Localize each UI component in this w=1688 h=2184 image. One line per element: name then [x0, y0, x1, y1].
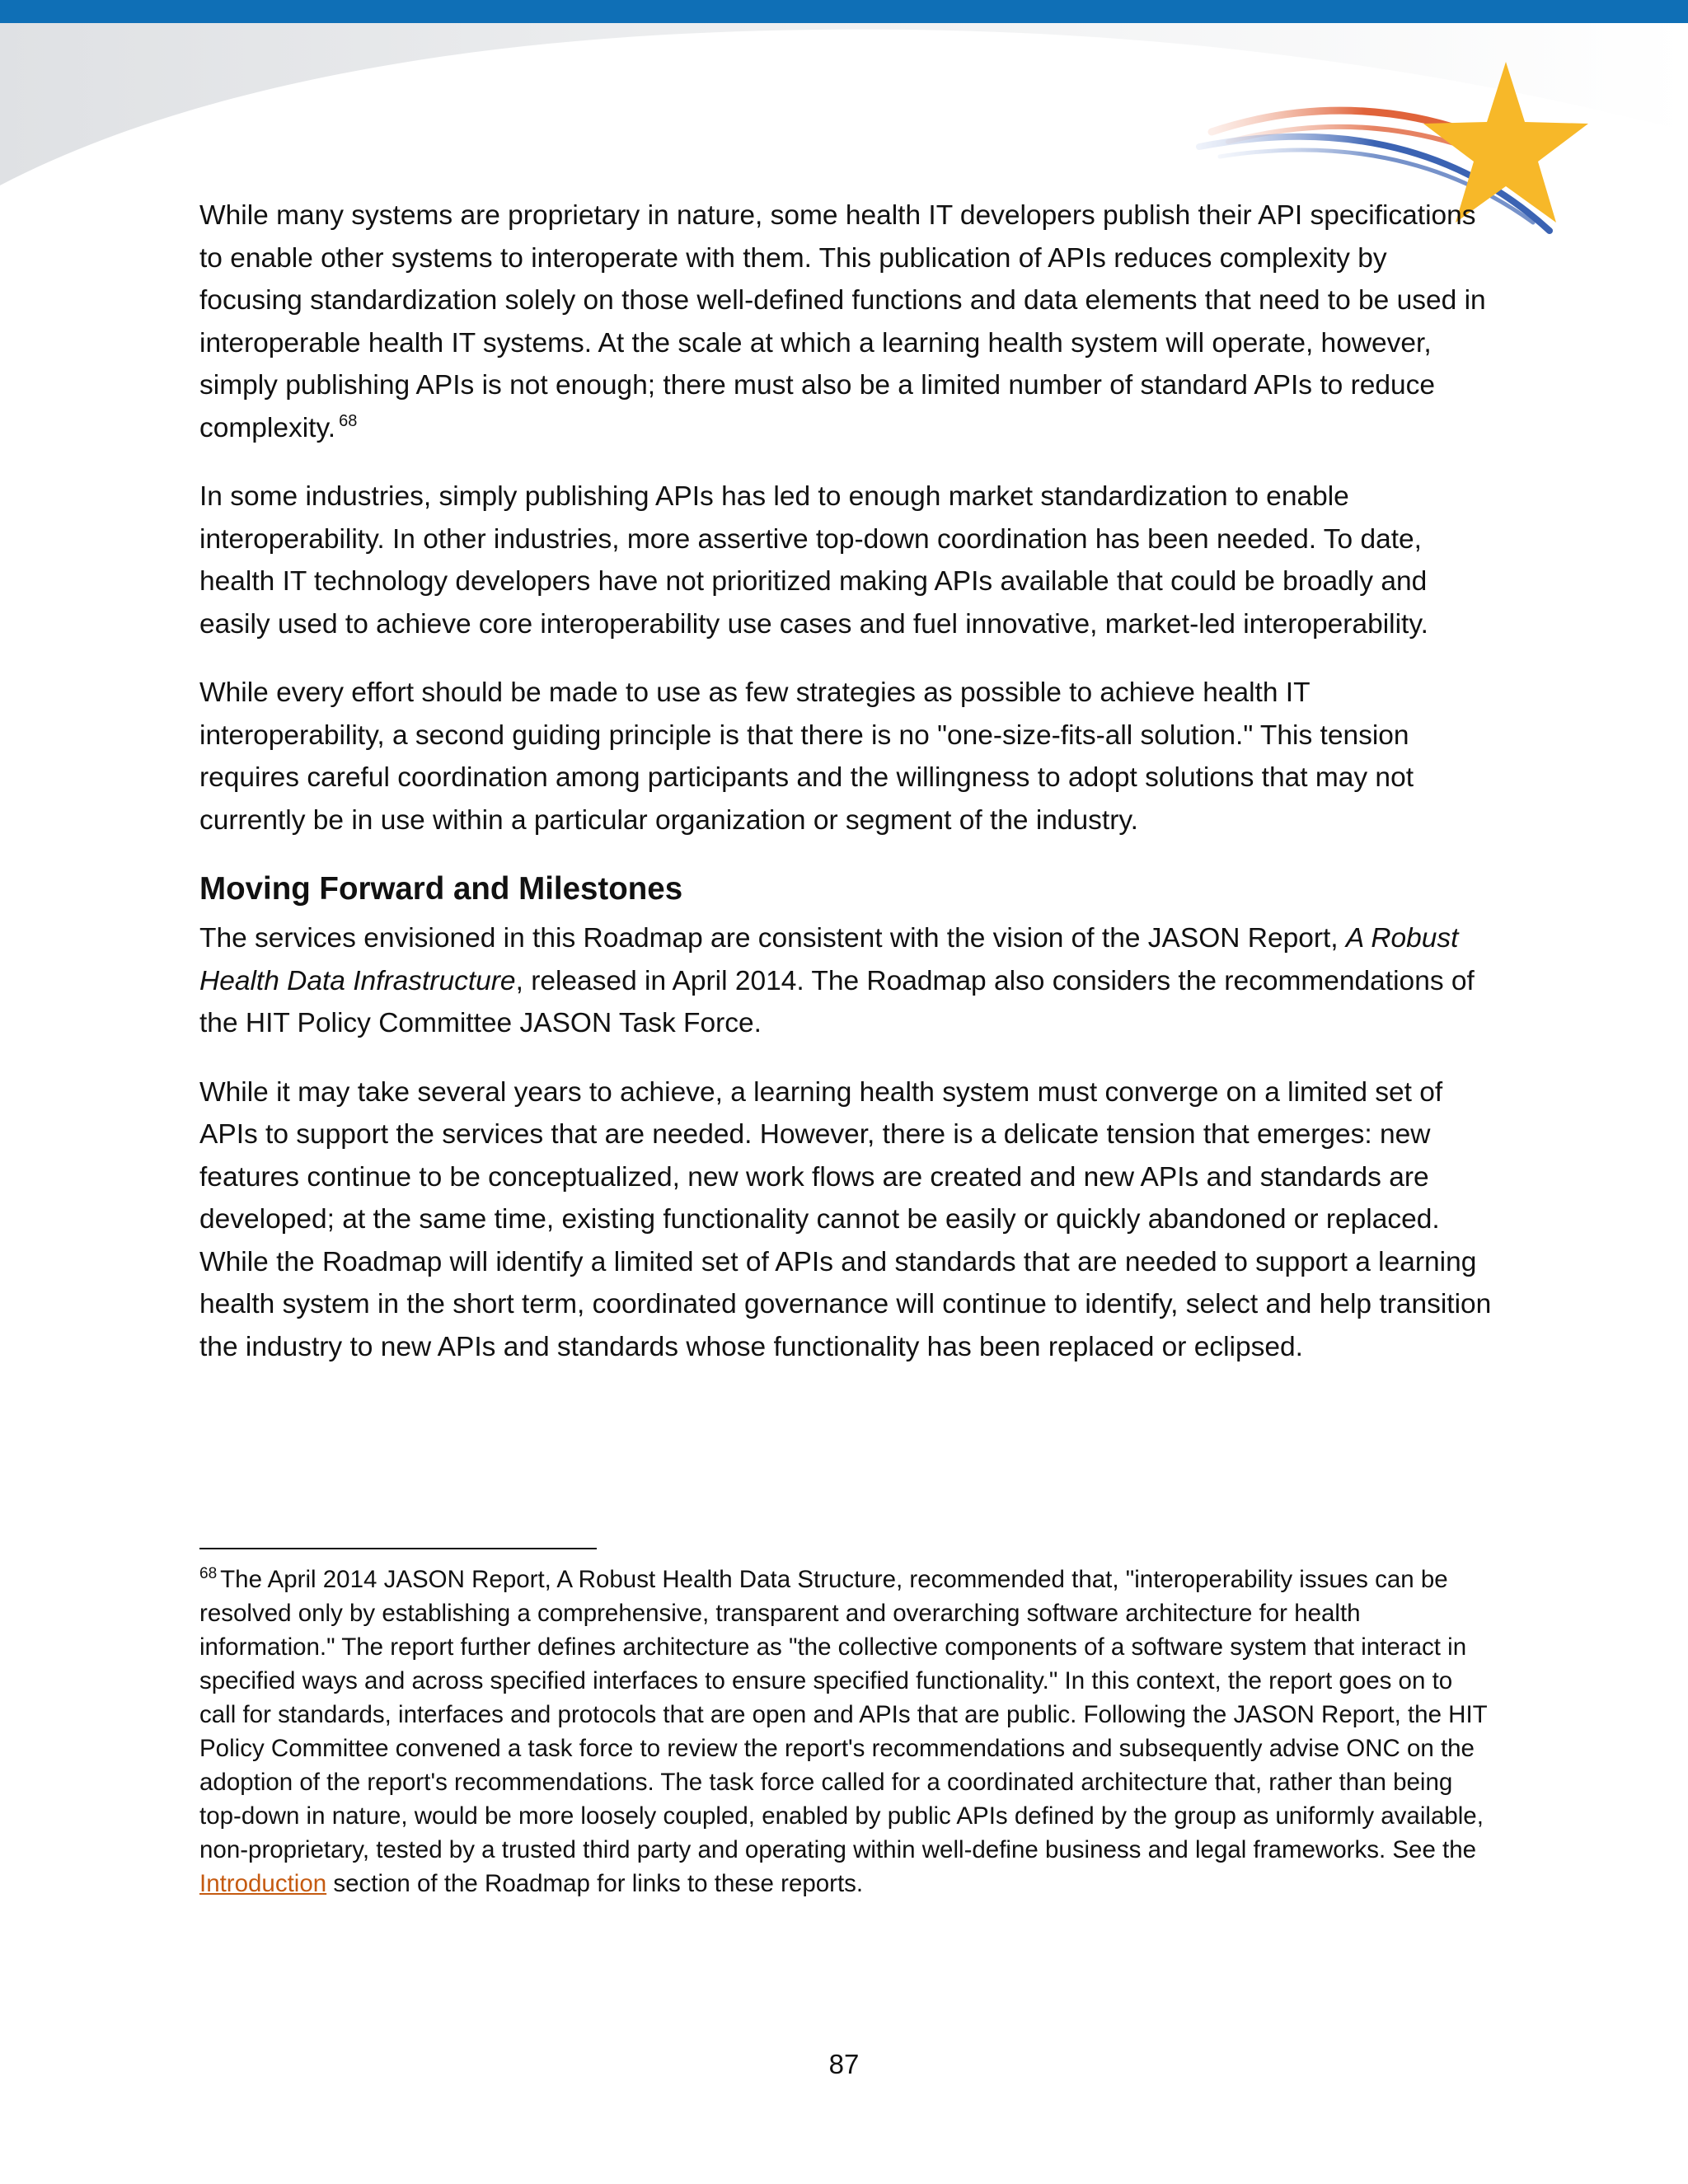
page-number: 87 [828, 2049, 860, 2079]
footnote-divider [199, 1548, 597, 1549]
paragraph-industries: In some industries, simply publishing APIs has led to enough market standardization to enable interoperability. In other industries, more assertive top-down coordination has been needed. To date, health IT technology developers have not prioritized making APIs available that could be broadly and easily used to achieve core interoperability use cases and fuel innovative, market-led interoperability. [199, 481, 1428, 640]
paragraph-apis [199, 194, 1493, 449]
section-heading: Moving Forward and Milestones [199, 871, 683, 907]
report-title: A Robust Health Data Infrastructure [199, 923, 1459, 996]
paragraph-strategies: While every effort should be made to use as few strategies as possible to achieve health IT interoperability, a second guiding principle is that there is no "one-size-fits-all solution." This tension requires careful coordination among participants and the willingness to adopt solutions that may not currently be in use within a particular organization or segment of the industry. [199, 677, 1414, 836]
introduction-link[interactable]: Introduction [199, 1870, 327, 1897]
paragraph-jason-text-a: The services envisioned in this Roadmap are consistent with the vision of the JASON Report, [199, 923, 1346, 954]
footnote [199, 1563, 1493, 1900]
paragraph-apis-text: While many systems are proprietary in nature, some health IT developers publish their API specifications to enable other systems to interoperate with them. This publication of APIs reduces complexity by focusing standardization solely on those well-defined functions and data elements that need to be used in interoperable health IT systems. At the scale at which a learning health system will operate, however, simply publishing APIs is not enough; there must also be a limited number of standard APIs to reduce complexity. [199, 200, 1486, 443]
footnote-number: 68 [199, 1565, 218, 1583]
paragraph-jason [199, 917, 1493, 1045]
footnote-text-a: The April 2014 JASON Report, A Robust Health Data Structure, recommended that, "interoperability issues can be resolved only by establishing a comprehensive, transparent and overarching software architecture for health information." The report further defines architecture as "the collective components of a software system that interact in specified ways and across specified interfaces to ensure specified functionality." In this context, the report goes on to call for standards, interfaces and protocols that are open and APIs that are public. Following the JASON Report, the HIT Policy Committee convened a task force to review the report's recommendations and subsequently advise ONC on the adoption of the report's recommendations. The task force called for a coordinated architecture that, rather than being top-down in nature, would be more loosely coupled, enabled by public APIs defined by the group as uniformly available, non-proprietary, tested by a trusted third party and operating within well-define business and legal frameworks. See the [199, 1566, 1488, 1863]
footnote-reference[interactable]: 68 [339, 412, 358, 431]
page-body [199, 194, 1493, 1394]
paragraph-convergence: While it may take several years to achieve, a learning health system must converge on a limited set of APIs to support the services that are needed. However, there is a delicate tension that emerges: new features continue to be conceptualized, new work flows are created and new APIs and standards are developed; at the same time, existing functionality cannot be easily or quickly abandoned or replaced. While the Roadmap will identify a limited set of APIs and standards that are needed to support a learning health system in the short term, coordinated governance will continue to identify, select and help transition the industry to new APIs and standards whose functionality has been replaced or eclipsed. [199, 1076, 1492, 1362]
paragraph-jason-text-b: , released in April 2014. The Roadmap also considers the recommendations of the HIT Policy Committee JASON Task Force. [199, 965, 1475, 1038]
footnote-text-b: section of the Roadmap for links to these reports. [326, 1870, 864, 1897]
